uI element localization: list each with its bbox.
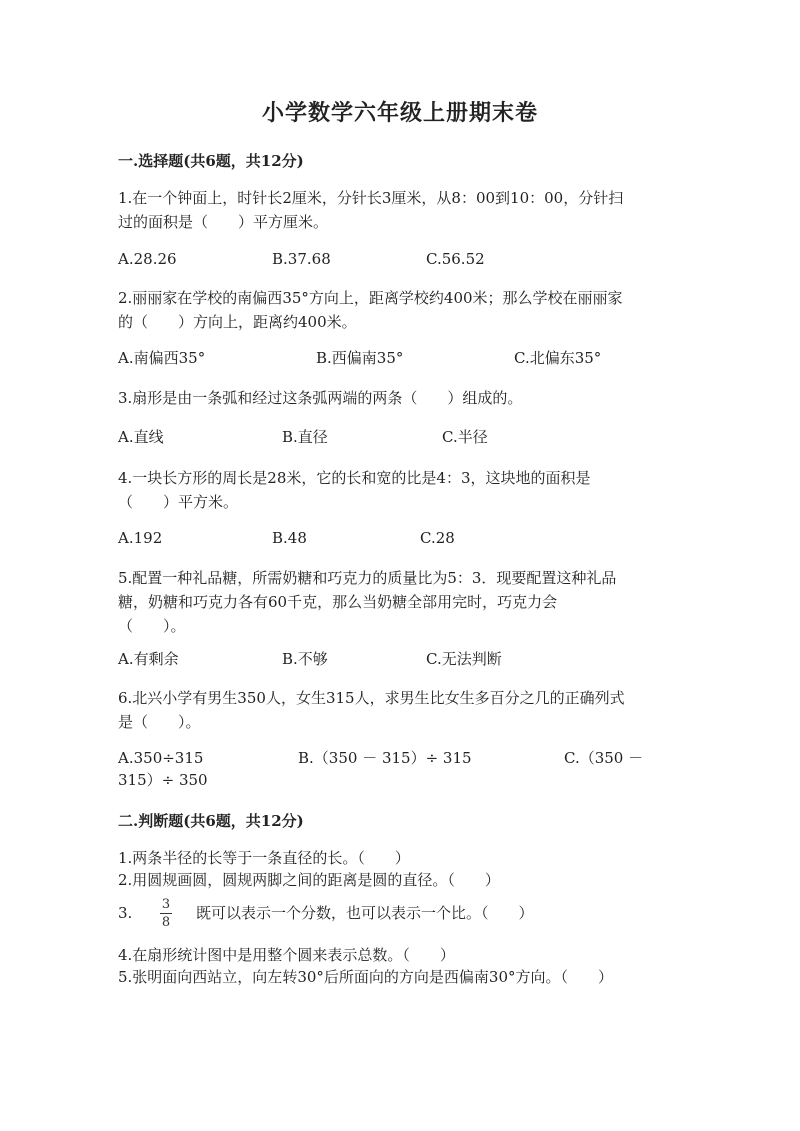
item-number: 3. — [118, 904, 133, 922]
section-heading-judgement: 二.判断题(共6题，共12分) — [118, 812, 304, 830]
option-a: A.有剩余 — [118, 650, 179, 668]
options-4 — [118, 526, 678, 550]
option-b: B.37.68 — [272, 250, 331, 268]
question-line: 2.丽丽家在学校的南偏西35°方向上，距离学校约400米；那么学校在丽丽家 — [118, 289, 623, 307]
judgement-item-3 — [118, 902, 698, 924]
question-line: 糖，奶糖和巧克力各有60千克，那么当奶糖全部用完时，巧克力会 — [118, 593, 558, 611]
judgement-item-2: 2.用圆规画圆，圆规两脚之间的距离是圆的直径。（ ） — [118, 871, 500, 889]
question-line: 6.北兴小学有男生350人，女生315人，求男生比女生多百分之几的正确列式 — [118, 689, 625, 707]
option-c: C.半径 — [442, 428, 488, 446]
option-a: A.直线 — [118, 428, 164, 446]
question-line: 3.扇形是由一条弧和经过这条弧两端的两条（ ）组成的。 — [118, 389, 523, 407]
option-c: C.28 — [420, 529, 455, 547]
option-b: B.不够 — [282, 650, 328, 668]
option-c: C.（350 － — [564, 749, 644, 767]
options-6 — [118, 746, 678, 770]
option-b: B.48 — [272, 529, 307, 547]
question-2 — [118, 286, 678, 334]
options-6-continued — [118, 768, 678, 792]
judgement-item-4: 4.在扇形统计图中是用整个圆来表示总数。（ ） — [118, 946, 455, 964]
question-line: 过的面积是（ ）平方厘米。 — [118, 213, 329, 231]
question-line: 的（ ）方向上，距离约400米。 — [118, 313, 357, 331]
options-2 — [118, 346, 678, 370]
option-c: C.无法判断 — [426, 650, 502, 668]
question-4 — [118, 466, 678, 514]
options-1 — [118, 247, 678, 271]
options-5 — [118, 647, 678, 671]
fraction-numerator: 3 — [161, 897, 171, 912]
question-line: （ ）。 — [118, 617, 186, 635]
option-b: B.西偏南35° — [316, 349, 404, 367]
question-5 — [118, 566, 678, 638]
fraction-denominator: 8 — [161, 915, 171, 930]
question-line: 是（ ）。 — [118, 713, 201, 731]
question-3 — [118, 386, 678, 410]
question-line: 5.配置一种礼品糖，所需奶糖和巧克力的质量比为5：3．现要配置这种礼品 — [118, 569, 617, 587]
question-line: （ ）平方米。 — [118, 493, 239, 511]
fraction-three-eighths — [160, 898, 172, 929]
option-a: A.350÷315 — [118, 749, 204, 767]
option-c: C.56.52 — [426, 250, 485, 268]
page-title: 小学数学六年级上册期末卷 — [261, 100, 538, 126]
options-3 — [118, 425, 678, 449]
question-1 — [118, 186, 678, 234]
judgement-item-1: 1.两条半径的长等于一条直径的长。（ ） — [118, 849, 410, 867]
judgement-item-5: 5.张明面向西站立，向左转30°后所面向的方向是西偏南30°方向。（ ） — [118, 968, 613, 986]
option-b: B.直径 — [282, 428, 328, 446]
option-a: A.28.26 — [118, 250, 177, 268]
question-6 — [118, 686, 678, 734]
option-a: A.南偏西35° — [118, 349, 206, 367]
option-b: B.（350 － 315）÷ 315 — [298, 749, 472, 767]
question-line: 4.一块长方形的周长是28米，它的长和宽的比是4：3，这块地的面积是 — [118, 469, 591, 487]
option-a: A.192 — [118, 529, 163, 547]
question-line: 1.在一个钟面上，时针长2厘米，分针长3厘米，从8：00到10：00，分针扫 — [118, 189, 624, 207]
option-c: C.北偏东35° — [514, 349, 602, 367]
fraction-bar — [160, 913, 172, 914]
judgement-item-3-text: 既可以表示一个分数，也可以表示一个比。（ ） — [196, 904, 534, 922]
option-c-continued: 315）÷ 350 — [118, 771, 208, 789]
section-heading-choice: 一.选择题(共6题，共12分) — [118, 152, 304, 170]
